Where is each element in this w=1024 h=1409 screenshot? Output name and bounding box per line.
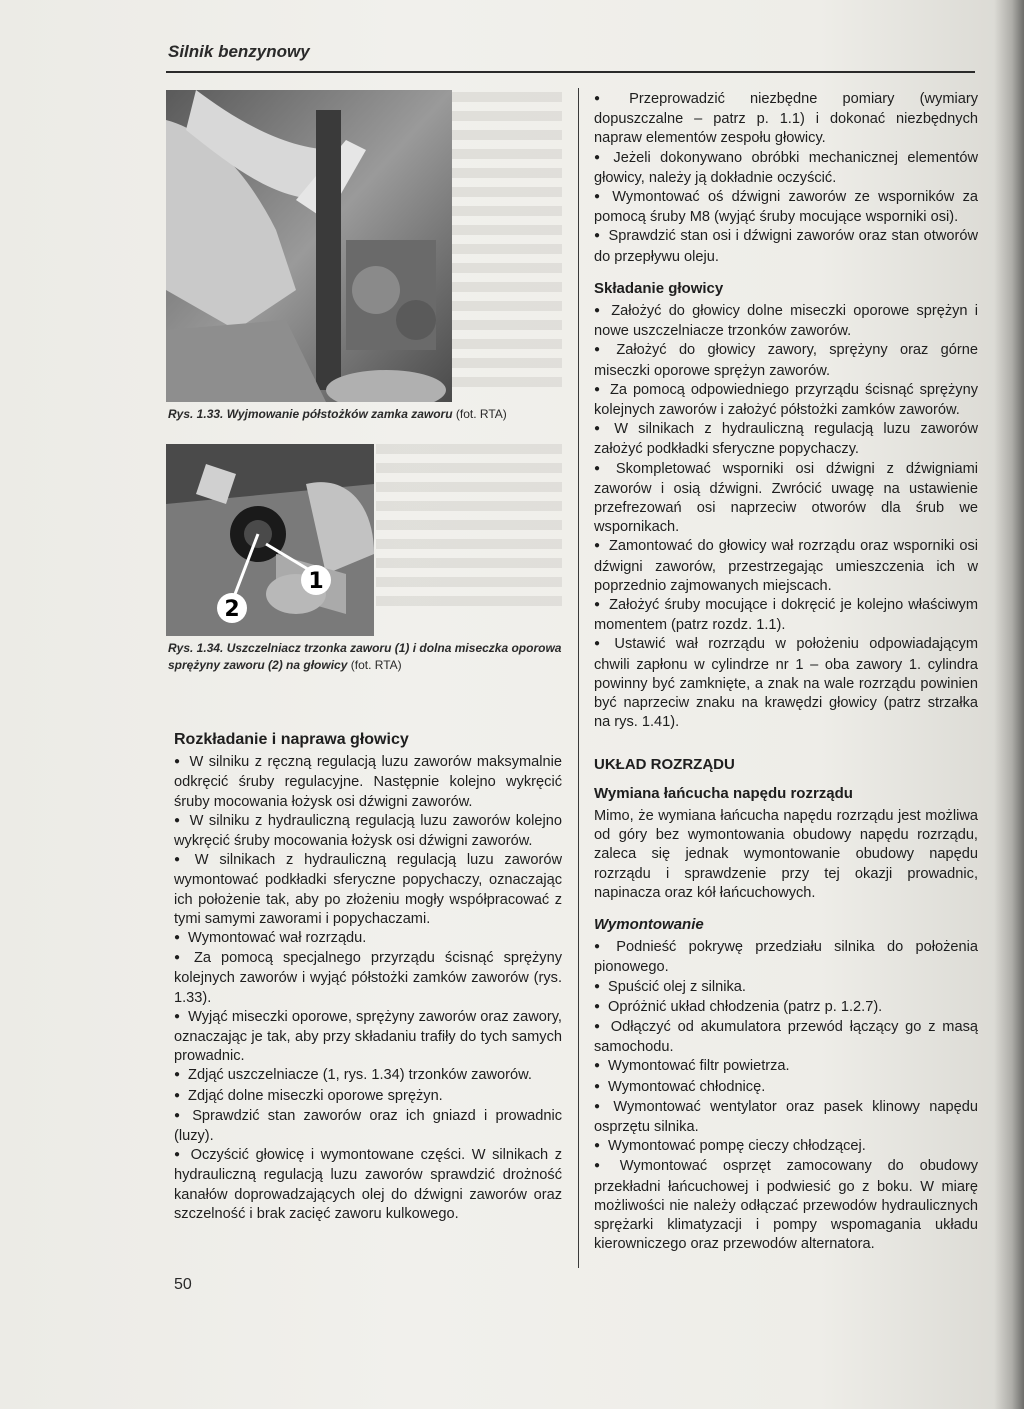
list-item: ● Za pomocą odpowiedniego przyrządu ścisnąć sprężyny kolejnych zaworów i założyć półstożki zamków zaworów.	[594, 381, 978, 420]
list-item: ● Wymontować oś dźwigni zaworów ze wsporników za pomocą śruby M8 (wyjąć śruby mocujące wsporniki osi).	[594, 188, 978, 227]
figure-label: Rys. 1.34.	[168, 641, 224, 655]
page-number: 50	[174, 1276, 192, 1293]
chapter-heading: UKŁAD ROZRZĄDU	[594, 755, 735, 773]
callout-label-1: 1	[308, 569, 324, 594]
bleed-through-text	[452, 92, 562, 392]
list-item: ● Przeprowadzić niezbędne pomiary (wymiary dopuszczalne – patrz p. 1.1) i dokonać niezbędnych napraw elementów zespołu głowicy.	[594, 90, 978, 149]
list-item: ● Zamontować do głowicy wał rozrządu oraz wsporniki osi dźwigni zaworów, przestrzegając umieszczenia ich w poprzednio zajmowanych miejscach.	[594, 537, 978, 596]
list-item: ● Spuścić olej z silnika.	[594, 978, 978, 998]
list-item: ● Sprawdzić stan zaworów oraz ich gniazd i prowadnic (luzy).	[174, 1107, 562, 1146]
header-rule	[166, 71, 975, 73]
list-item: ● Zdjąć dolne miseczki oporowe sprężyn.	[174, 1087, 562, 1107]
list-item: ● Wymontować pompę cieczy chłodzącej.	[594, 1137, 978, 1157]
list-item: ● Wymontować wentylator oraz pasek klinowy napędu osprzętu silnika.	[594, 1098, 978, 1137]
list-item: ● Założyć do głowicy dolne miseczki oporowe sprężyn i nowe uszczelniacze trzonków zaworów.	[594, 302, 978, 341]
list-item: ● Założyć do głowicy zawory, sprężyny oraz górne miseczki oporowe sprężyn zaworów.	[594, 341, 978, 380]
left-column	[174, 730, 562, 1224]
section-heading: Składanie głowicy	[594, 279, 724, 297]
list-item: ● Sprawdzić stan osi i dźwigni zaworów oraz stan otworów do przepływu oleju.	[594, 227, 978, 266]
running-head: Silnik benzynowy	[168, 42, 310, 61]
list-item: ● Odłączyć od akumulatora przewód łączący go z masą samochodu.	[594, 1018, 978, 1057]
right-column	[594, 90, 978, 1254]
figure-photo-valve-removal	[166, 90, 452, 402]
list-item: ● Jeżeli dokonywano obróbki mechanicznej elementów głowicy, należy ją dokładnie oczyścić.	[594, 149, 978, 188]
paragraph: Mimo, że wymiana łańcucha napędu rozrządu jest możliwa od góry bez wymontowania obudowy napędu rozrządu, zaleca się jednak wymontowanie obudowy napędu rozrządu i sprawdzenie przy tej okazji prowadnic, napinacza oraz kół łańcuchowych.	[594, 807, 978, 901]
subsection-heading: Wymontowanie	[594, 915, 704, 933]
page-shadow	[994, 0, 1024, 1409]
list-item: ● Wymontować wał rozrządu.	[174, 929, 562, 949]
figure-source: (fot. RTA)	[455, 407, 507, 421]
figure-photo-valve-seal	[166, 444, 374, 636]
list-item: ● Oczyścić głowicę i wymontowane części. W silnikach z hydrauliczną regulacją luzu zaworów sprawdzić drożność kanałów doprowadzających olej do dźwigni zaworów oraz szczelność i brak zacięć zaworu kulkowego.	[174, 1146, 562, 1224]
callout-label-2: 2	[224, 597, 240, 622]
column-rule	[578, 88, 579, 1268]
list-item: ● Wymontować chłodnicę.	[594, 1078, 978, 1098]
list-item: ● Skompletować wsporniki osi dźwigni z dźwigniami zaworów i osią dźwigni. Zwrócić uwagę na ustawienie przefrezowań osi naprzeciw otworów dla śrub we wspornikach.	[594, 460, 978, 538]
list-item: ● Wyjąć miseczki oporowe, sprężyny zaworów oraz zawory, oznaczając je tak, aby przy składaniu trafiły do tych samych prowadnic.	[174, 1008, 562, 1067]
figure-caption	[168, 406, 568, 423]
list-item: ● Opróżnić układ chłodzenia (patrz p. 1.2.7).	[594, 998, 978, 1018]
list-item: ● Wymontować filtr powietrza.	[594, 1057, 978, 1077]
list-item: ● W silnikach z hydrauliczną regulacją luzu zaworów założyć podkładki sferyczne popychaczy.	[594, 420, 978, 459]
section-heading: Rozkładanie i naprawa głowicy	[174, 731, 409, 748]
subsection-heading: Wymiana łańcucha napędu rozrządu	[594, 784, 853, 802]
list-item: ● Za pomocą specjalnego przyrządu ścisnąć sprężyny kolejnych zaworów i wyjąć półstożki zamków zaworów (rys. 1.33).	[174, 949, 562, 1008]
list-item: ● W silnikach z hydrauliczną regulacją luzu zaworów wymontować podkładki sferyczne popychaczy, oznaczając ich położenie tak, aby po złożeniu mogły współpracować z tymi samymi zaworami i popychaczami.	[174, 851, 562, 929]
list-item: ● Wymontować osprzęt zamocowany do obudowy przekładni łańcuchowej i podwiesić go z boku. W miarę możliwości nie należy odłączać przewodów hydraulicznych sprężarki klimatyzacji i pompy wspomagania układu kierowniczego oraz przewodów alternatora.	[594, 1157, 978, 1254]
bleed-through-text	[376, 444, 562, 614]
figure-title: Wyjmowanie półstożków zamka zaworu	[226, 407, 453, 421]
figure-label: Rys. 1.33.	[168, 407, 224, 421]
list-item: ● Podnieść pokrywę przedziału silnika do położenia pionowego.	[594, 938, 978, 977]
figure-source: (fot. RTA)	[350, 658, 402, 672]
figure-caption	[168, 640, 568, 674]
list-item: ● Ustawić wał rozrządu w położeniu odpowiadającym chwili zapłonu w cylindrze nr 1 – oba zawory 1. cylindra powinny być zamknięte, a znak na wale rozrządu powinien być naprzeciw znaku na krawędzi głowicy (patrz strzałka na rys. 1.41).	[594, 635, 978, 732]
list-item: ● W silniku z ręczną regulacją luzu zaworów maksymalnie odkręcić śruby regulacyjne. Następnie kolejno wykręcić śruby mocowania łożysk osi dźwigni zaworów.	[174, 753, 562, 812]
figure-title: Uszczelniacz trzonka zaworu (1) i dolna miseczka oporowa sprężyny zaworu (2) na głowicy	[168, 641, 562, 672]
list-item: ● Założyć śruby mocujące i dokręcić je kolejno właściwym momentem (patrz rozdz. 1.1).	[594, 596, 978, 635]
list-item: ● W silniku z hydrauliczną regulacją luzu zaworów kolejno wykręcić śruby mocowania łożysk osi dźwigni zaworów.	[174, 812, 562, 851]
list-item: ● Zdjąć uszczelniacze (1, rys. 1.34) trzonków zaworów.	[174, 1066, 562, 1086]
